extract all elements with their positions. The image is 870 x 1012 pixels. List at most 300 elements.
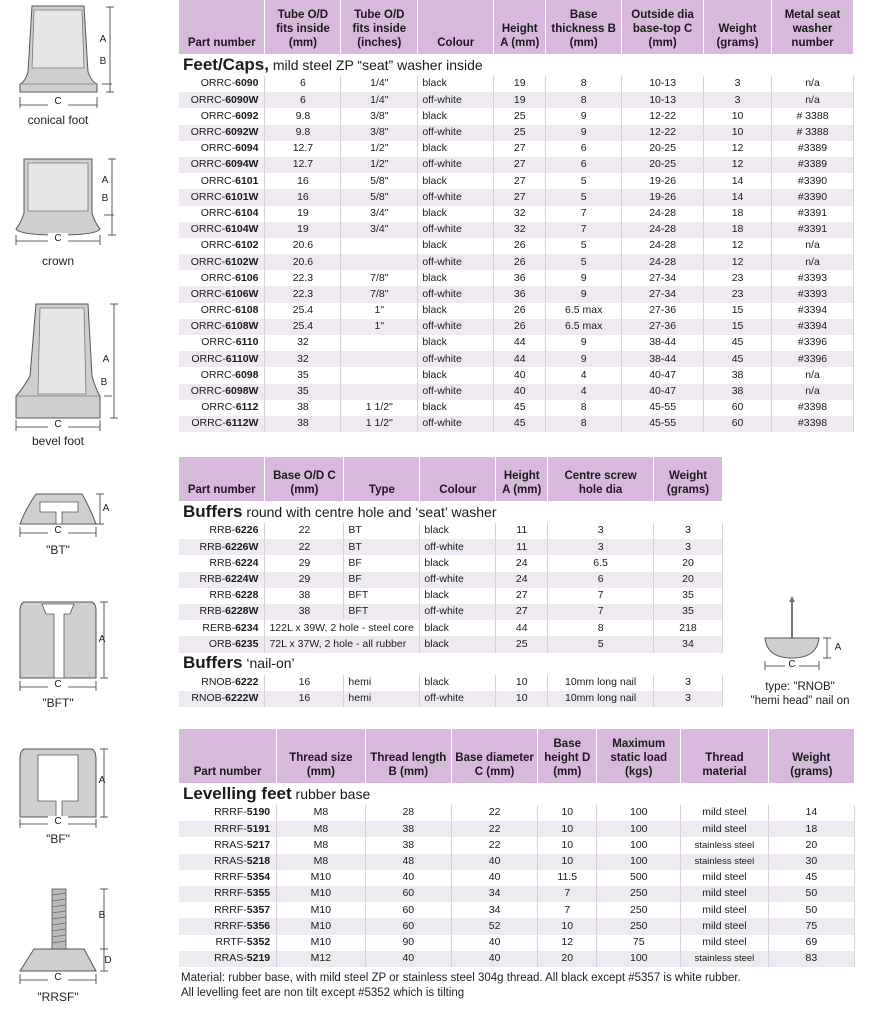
col-header: Height A (mm) [494, 0, 546, 54]
weight-cell: 3 [654, 691, 723, 707]
base-thickness-cell: 9 [546, 286, 622, 302]
table-row [179, 918, 855, 934]
thread-length-cell: 40 [365, 951, 451, 967]
part-number-cell [179, 539, 265, 555]
base-height-cell: 12 [538, 935, 597, 951]
part-prefix: RRRF- [214, 871, 247, 884]
tube-inch-cell: 1/2" [341, 157, 418, 173]
part-number-cell [179, 157, 265, 173]
height-cell: 45 [494, 400, 546, 416]
outside-dia-cell: 24-28 [622, 206, 704, 222]
static-load-cell: 75 [597, 935, 681, 951]
tube-mm-cell: 32 [265, 351, 341, 367]
weight-cell: 23 [704, 270, 772, 286]
bf-figure [0, 745, 170, 850]
table-row [179, 141, 854, 157]
part-prefix: RRB- [209, 589, 236, 602]
table-row [179, 367, 854, 383]
col-header: Height A (mm) [496, 457, 548, 501]
part-number-cell [179, 837, 277, 853]
base-thickness-cell: 9 [546, 108, 622, 124]
part-prefix: RRRF- [214, 806, 247, 819]
outside-dia-cell: 10-13 [622, 92, 704, 108]
part-prefix: RNOB- [201, 675, 236, 688]
tube-inch-cell [341, 367, 418, 383]
base-thickness-cell: 6 [546, 157, 622, 173]
part-number-cell [179, 886, 277, 902]
thread-length-cell: 60 [365, 902, 451, 918]
base-thickness-cell: 4 [546, 367, 622, 383]
part-prefix: ORRC- [200, 174, 236, 187]
height-cell: 10 [496, 675, 548, 691]
part-prefix: ORRC- [200, 77, 236, 90]
washer-cell: #3391 [772, 206, 854, 222]
part-number-cell [179, 691, 265, 707]
part-number-cell [179, 367, 265, 383]
tube-inch-cell: 7/8" [341, 286, 418, 302]
base-thickness-cell: 8 [546, 400, 622, 416]
weight-cell: 12 [704, 254, 772, 270]
base-thickness-cell: 8 [546, 92, 622, 108]
part-prefix: RRB- [199, 540, 226, 553]
bft-label: "BFT" [42, 696, 74, 710]
base-diameter-cell: 52 [451, 918, 537, 934]
col-header: Thread length B (mm) [365, 729, 451, 783]
weight-cell: 3 [704, 92, 772, 108]
hole-dia-cell: 7 [548, 588, 654, 604]
table-row [179, 837, 855, 853]
part-number-cell [179, 286, 265, 302]
part-number: 6094 [235, 142, 259, 155]
weight-cell: 50 [768, 886, 854, 902]
dim-c-label: C [48, 96, 68, 107]
height-cell: 19 [494, 76, 546, 92]
part-number: 6098 [235, 368, 259, 381]
part-number-cell [179, 805, 277, 821]
colour-cell: off-white [420, 572, 496, 588]
colour-cell: black [418, 270, 494, 286]
section-title-row [179, 54, 854, 76]
bt-figure [0, 490, 170, 560]
table-row [179, 125, 854, 141]
washer-cell: #3396 [772, 335, 854, 351]
table-row [179, 351, 854, 367]
thread-size-cell: M10 [277, 886, 366, 902]
height-cell: 11 [496, 539, 548, 555]
base-height-cell: 7 [538, 902, 597, 918]
base-thickness-cell: 8 [546, 76, 622, 92]
dim-a-label: A [102, 503, 110, 514]
thread-size-cell: M8 [277, 821, 366, 837]
levelling-table [179, 729, 855, 967]
table-row [179, 108, 854, 124]
height-cell: 26 [494, 238, 546, 254]
part-number: 6102 [235, 239, 259, 252]
colour-cell: black [420, 555, 496, 571]
washer-cell: #3394 [772, 303, 854, 319]
part-number-cell [179, 238, 265, 254]
table-row [179, 691, 723, 707]
hole-dia-cell: 3 [548, 539, 654, 555]
rrsf-figure [0, 885, 170, 1010]
height-cell: 32 [494, 222, 546, 238]
thread-material-cell: stainless steel [681, 951, 768, 967]
part-number: 5218 [246, 855, 271, 867]
dim-a-label: A [99, 34, 107, 45]
nail-on-section-title [179, 653, 723, 675]
part-number: 5219 [246, 952, 271, 965]
thread-size-cell: M8 [277, 805, 366, 821]
height-cell: 44 [494, 335, 546, 351]
buffers-table [179, 457, 723, 707]
height-cell: 44 [494, 351, 546, 367]
tube-inch-cell: 1/2" [341, 141, 418, 157]
bt-label: "BT" [46, 543, 70, 557]
tube-inch-cell: 1 1/2" [341, 400, 418, 416]
outside-dia-cell: 12-22 [622, 108, 704, 124]
part-prefix: ORRC- [200, 109, 236, 122]
weight-cell: 10 [704, 125, 772, 141]
part-number: 6102W [225, 255, 259, 268]
thread-length-cell: 48 [365, 854, 451, 870]
part-number: 6108 [235, 304, 259, 317]
base-diameter-cell: 22 [451, 821, 537, 837]
table-row [179, 870, 855, 886]
weight-cell: 45 [704, 351, 772, 367]
part-number: 5352 [246, 935, 271, 948]
bevel-foot-diagram [0, 300, 170, 455]
part-number: 6108W [225, 320, 259, 333]
section-title-row [179, 501, 723, 523]
thread-length-cell: 28 [365, 805, 451, 821]
static-load-cell: 100 [597, 854, 681, 870]
conical-foot-label: conical foot [27, 113, 89, 127]
part-number: 6224 [235, 556, 259, 569]
table-row [179, 189, 854, 205]
base-thickness-cell: 5 [546, 173, 622, 189]
part-number-cell [179, 303, 265, 319]
weight-cell: 60 [704, 400, 772, 416]
part-number-cell [179, 222, 265, 238]
table-row [179, 951, 855, 967]
washer-cell: # 3388 [772, 108, 854, 124]
part-prefix: RRB- [199, 573, 226, 585]
col-header: Metal seat washer number [772, 0, 854, 54]
part-number-cell [179, 335, 265, 351]
part-prefix: RERB- [202, 621, 236, 634]
tube-mm-cell: 19 [265, 222, 341, 238]
table-row [179, 805, 855, 821]
tube-mm-cell: 38 [265, 416, 341, 432]
static-load-cell: 250 [597, 918, 681, 934]
tube-mm-cell: 19 [265, 206, 341, 222]
outside-dia-cell: 40-47 [622, 367, 704, 383]
table-row [179, 206, 854, 222]
col-header: Tube O/D fits inside (inches) [341, 0, 418, 54]
outside-dia-cell: 19-26 [622, 173, 704, 189]
weight-cell: 38 [704, 384, 772, 400]
height-cell: 26 [494, 319, 546, 335]
weight-cell: 35 [654, 604, 723, 620]
part-number: 6090 [235, 77, 259, 90]
table-row [179, 675, 723, 691]
outside-dia-cell: 40-47 [622, 384, 704, 400]
type-cell: BF [344, 572, 420, 588]
table-row [179, 539, 723, 555]
bevel-foot-label: bevel foot [31, 434, 85, 448]
buffers-section-title [179, 501, 723, 523]
washer-cell: # 3388 [772, 125, 854, 141]
weight-cell: 15 [704, 319, 772, 335]
weight-cell: 14 [704, 189, 772, 205]
type-cell: BT [344, 523, 420, 539]
type-cell: BFT [344, 588, 420, 604]
type-cell: hemi [344, 691, 420, 707]
rnob-caption-line2: "hemi head" nail on [750, 695, 850, 707]
tube-mm-cell: 22.3 [265, 270, 341, 286]
type-cell: hemi [344, 675, 420, 691]
colour-cell: off-white [418, 286, 494, 302]
colour-cell: black [420, 620, 496, 636]
thread-material-cell: mild steel [681, 870, 768, 886]
weight-cell: 75 [768, 918, 854, 934]
table-row [179, 222, 854, 238]
colour-cell: black [418, 141, 494, 157]
part-number-cell [179, 76, 265, 92]
base-thickness-cell: 9 [546, 335, 622, 351]
base-thickness-cell: 5 [546, 238, 622, 254]
base-thickness-cell: 9 [546, 125, 622, 141]
part-number-cell [179, 92, 265, 108]
weight-cell: 12 [704, 157, 772, 173]
part-number-cell [179, 400, 265, 416]
col-header: Part number [179, 457, 265, 501]
part-prefix: ORB- [208, 637, 236, 650]
part-number-cell [179, 523, 265, 539]
table-row [179, 555, 723, 571]
part-prefix: ORRC- [191, 417, 226, 430]
colour-cell: off-white [418, 416, 494, 432]
washer-cell: #3398 [772, 416, 854, 432]
table-row [179, 604, 723, 620]
washer-cell: n/a [772, 384, 854, 400]
base-thickness-cell: 6.5 max [546, 303, 622, 319]
washer-cell: n/a [772, 92, 854, 108]
table-row [179, 76, 854, 92]
crown-label: crown [41, 254, 74, 268]
table-row [179, 620, 723, 636]
tube-mm-cell: 12.7 [265, 157, 341, 173]
static-load-cell: 100 [597, 821, 681, 837]
table-row [179, 902, 855, 918]
outside-dia-cell: 38-44 [622, 351, 704, 367]
tube-inch-cell: 5/8" [341, 173, 418, 189]
outside-dia-cell: 24-28 [622, 254, 704, 270]
weight-cell: 30 [768, 854, 854, 870]
tube-inch-cell: 1" [341, 319, 418, 335]
part-prefix: RRAS- [214, 838, 247, 851]
feet-header-row [179, 0, 854, 54]
thread-length-cell: 90 [365, 935, 451, 951]
base-diameter-cell: 40 [451, 951, 537, 967]
part-number-cell [179, 141, 265, 157]
part-number: 6106W [225, 287, 259, 300]
feet-caps-table [179, 0, 854, 432]
crown-diagram [0, 155, 170, 270]
col-header: Base diameter C (mm) [451, 729, 537, 783]
feet-section-title [179, 54, 854, 76]
dim-a-label: A [98, 775, 106, 786]
part-number-cell [179, 254, 265, 270]
hole-dia-cell: 7 [548, 604, 654, 620]
part-prefix: ORRC- [200, 271, 236, 284]
base-diameter-cell: 40 [451, 854, 537, 870]
weight-cell: 83 [768, 951, 854, 967]
washer-cell: #3390 [772, 173, 854, 189]
part-prefix: ORRC- [200, 239, 236, 252]
tube-inch-cell: 1/4" [341, 92, 418, 108]
thread-size-cell: M8 [277, 837, 366, 853]
part-prefix: ORRC- [200, 142, 236, 155]
col-header: Part number [179, 729, 277, 783]
part-number-cell [179, 588, 265, 604]
rrsf-label: "RRSF" [37, 990, 79, 1004]
outside-dia-cell: 27-34 [622, 270, 704, 286]
nail-on-title-rest: ‘nail-on’ [242, 655, 295, 672]
tube-mm-cell: 16 [265, 189, 341, 205]
colour-cell: off-white [418, 125, 494, 141]
tube-inch-cell: 1/4" [341, 76, 418, 92]
part-prefix: ORRC- [201, 401, 236, 414]
tube-inch-cell: 3/8" [341, 125, 418, 141]
thread-material-cell: stainless steel [681, 854, 768, 870]
part-prefix: RRB- [199, 605, 226, 618]
height-cell: 27 [494, 141, 546, 157]
table-row [179, 400, 854, 416]
table-row [179, 303, 854, 319]
base-od-cell: 16 [265, 675, 344, 691]
base-thickness-cell: 6.5 max [546, 319, 622, 335]
outside-dia-cell: 27-36 [622, 319, 704, 335]
weight-cell: 60 [704, 416, 772, 432]
table-row [179, 935, 855, 951]
rnob-diagram [745, 596, 865, 676]
base-thickness-cell: 7 [546, 206, 622, 222]
thread-size-cell: M10 [277, 902, 366, 918]
dim-a-label: A [101, 175, 109, 186]
height-cell: 44 [496, 620, 548, 636]
weight-cell: 35 [654, 588, 723, 604]
thread-material-cell: mild steel [681, 805, 768, 821]
outside-dia-cell: 20-25 [622, 157, 704, 173]
nail-on-title-bold: Buffers [183, 653, 243, 673]
thread-length-cell: 38 [365, 837, 451, 853]
part-prefix: RRAS- [214, 952, 247, 965]
outside-dia-cell: 10-13 [622, 76, 704, 92]
dim-b-label: B [99, 56, 107, 67]
part-number-cell [179, 189, 265, 205]
part-number-cell [179, 319, 265, 335]
colour-cell: black [420, 523, 496, 539]
colour-cell: off-white [420, 691, 496, 707]
thread-length-cell: 38 [365, 821, 451, 837]
part-number-cell [179, 854, 277, 870]
part-number: 6234 [235, 621, 259, 634]
dim-c-label: C [48, 679, 68, 690]
weight-cell: 38 [704, 367, 772, 383]
colour-cell: off-white [418, 92, 494, 108]
height-cell: 25 [496, 636, 548, 652]
base-od-cell: 16 [265, 691, 344, 707]
colour-cell: off-white [420, 604, 496, 620]
part-prefix: ORRC- [191, 352, 226, 365]
colour-cell: black [420, 675, 496, 691]
outside-dia-cell: 24-28 [622, 238, 704, 254]
weight-cell: 20 [654, 555, 723, 571]
weight-cell: 12 [704, 141, 772, 157]
part-number: 6101W [225, 190, 259, 203]
part-prefix: RRB- [209, 556, 236, 569]
part-number: 6106 [235, 271, 259, 284]
washer-cell: #3394 [772, 319, 854, 335]
weight-cell: 3 [654, 523, 723, 539]
part-number: 6226 [235, 524, 259, 537]
table-row [179, 254, 854, 270]
weight-cell: 14 [704, 173, 772, 189]
base-height-cell: 11.5 [538, 870, 597, 886]
tube-mm-cell: 25.4 [265, 319, 341, 335]
tube-mm-cell: 12.7 [265, 141, 341, 157]
col-header: Tube O/D fits inside (mm) [265, 0, 341, 54]
weight-cell: 45 [704, 335, 772, 351]
tube-inch-cell [341, 351, 418, 367]
col-header: Thread size (mm) [277, 729, 366, 783]
part-number-cell [179, 935, 277, 951]
dim-c-label: C [48, 525, 68, 536]
col-header: Maximum static load (kgs) [597, 729, 681, 783]
table-row [179, 286, 854, 302]
table-row [179, 572, 723, 588]
tube-mm-cell: 6 [265, 76, 341, 92]
part-number-cell [179, 555, 265, 571]
tube-mm-cell: 6 [265, 92, 341, 108]
static-load-cell: 100 [597, 951, 681, 967]
buffers-header-row [179, 457, 723, 501]
col-header: Weight (grams) [768, 729, 854, 783]
tube-mm-cell: 9.8 [265, 108, 341, 124]
table-row [179, 238, 854, 254]
levelling-title-bold: Levelling feet [183, 783, 292, 803]
dim-c-label: C [48, 972, 68, 983]
part-number-cell [179, 821, 277, 837]
part-number-cell [179, 416, 265, 432]
thread-size-cell: M10 [277, 935, 366, 951]
washer-cell: #3396 [772, 351, 854, 367]
colour-cell: off-white [418, 189, 494, 205]
table-row [179, 384, 854, 400]
weight-cell: 45 [768, 870, 854, 886]
weight-cell: 12 [704, 238, 772, 254]
part-number-cell [179, 918, 277, 934]
part-number-cell [179, 384, 265, 400]
thread-material-cell: mild steel [681, 886, 768, 902]
height-cell: 40 [494, 367, 546, 383]
hole-dia-cell: 8 [548, 620, 654, 636]
outside-dia-cell: 45-55 [622, 400, 704, 416]
tube-inch-cell: 3/4" [341, 206, 418, 222]
weight-cell: 34 [654, 636, 723, 652]
bevel-foot-figure [0, 300, 170, 455]
